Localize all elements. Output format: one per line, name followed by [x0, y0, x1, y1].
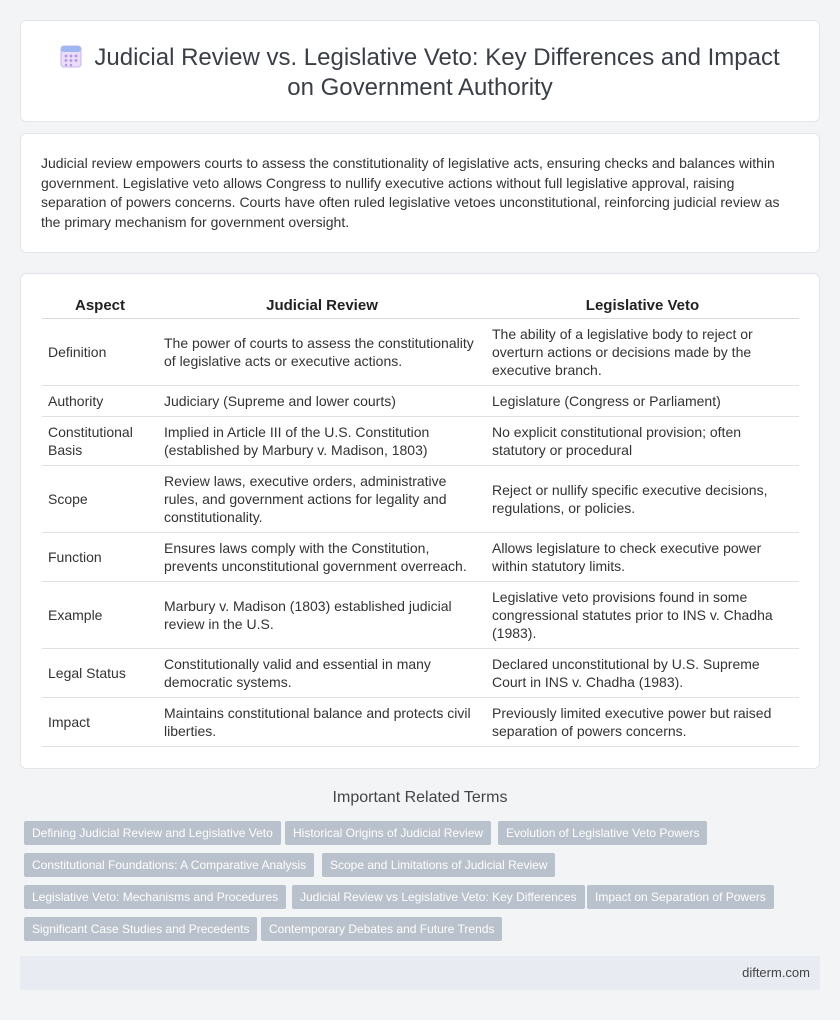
footer-site-link[interactable]: difterm.com [742, 965, 810, 980]
cell-judicial-review: Implied in Article III of the U.S. Constitution (established by Marbury v. Madison, 1803) [158, 417, 486, 466]
related-term-tag[interactable]: Constitutional Foundations: A Comparative Analysis [24, 853, 314, 877]
related-terms-heading: Important Related Terms [332, 789, 508, 806]
header-aspect: Aspect [42, 291, 158, 319]
cell-aspect: Authority [42, 386, 158, 417]
cell-judicial-review: Maintains constitutional balance and protects civil liberties. [158, 698, 486, 747]
cell-judicial-review: Marbury v. Madison (1803) established judicial review in the U.S. [158, 582, 486, 649]
calendar-grid-icon [60, 44, 82, 68]
header-legislative-veto: Legislative Veto [486, 291, 799, 319]
cell-legislative-veto: Legislature (Congress or Parliament) [486, 386, 799, 417]
related-term-tag[interactable]: Defining Judicial Review and Legislative Veto [24, 821, 281, 845]
page-title [21, 43, 819, 103]
cell-aspect: Impact [42, 698, 158, 747]
table-row [42, 649, 799, 698]
cell-aspect: Legal Status [42, 649, 158, 698]
cell-legislative-veto: No explicit constitutional provision; often statutory or procedural [486, 417, 799, 466]
cell-aspect: Constitutional Basis [42, 417, 158, 466]
cell-judicial-review: Review laws, executive orders, administrative rules, and government actions for legality and constitutionality. [158, 466, 486, 533]
related-term-tag[interactable]: Evolution of Legislative Veto Powers [498, 821, 707, 845]
cell-legislative-veto: Reject or nullify specific executive decisions, regulations, or policies. [486, 466, 799, 533]
cell-judicial-review: Constitutionally valid and essential in many democratic systems. [158, 649, 486, 698]
cell-legislative-veto: The ability of a legislative body to reject or overturn actions or decisions made by the executive branch. [486, 319, 799, 386]
cell-judicial-review: Judiciary (Supreme and lower courts) [158, 386, 486, 417]
related-term-tag[interactable]: Legislative Veto: Mechanisms and Procedures [24, 885, 286, 909]
table-row [42, 533, 799, 582]
table-row [42, 698, 799, 747]
title-line-2: on Government Authority [287, 74, 553, 101]
title-line-1: Judicial Review vs. Legislative Veto: Key Differences and Impact [94, 44, 780, 71]
table-row [42, 386, 799, 417]
cell-aspect: Definition [42, 319, 158, 386]
cell-legislative-veto: Declared unconstitutional by U.S. Supreme Court in INS v. Chadha (1983). [486, 649, 799, 698]
table-row [42, 466, 799, 533]
cell-judicial-review: The power of courts to assess the constitutionality of legislative acts or executive actions. [158, 319, 486, 386]
table-row [42, 319, 799, 386]
related-term-tag[interactable]: Impact on Separation of Powers [587, 885, 774, 909]
comparison-table [42, 291, 799, 747]
intro-paragraph: Judicial review empowers courts to assess the constitutionality of legislative acts, ensuring checks and balances within government. Legislative veto allows Congress to nullify executive actions without full legislative approval, raising separation of powers concerns. Courts have often ruled legislative vetoes unconstitutional, reinforcing judicial review as the primary mechanism for government oversight. [41, 155, 780, 230]
table-row [42, 582, 799, 649]
cell-legislative-veto: Allows legislature to check executive power within statutory limits. [486, 533, 799, 582]
related-term-tag[interactable]: Significant Case Studies and Precedents [24, 917, 257, 941]
table-header-row [42, 291, 799, 319]
related-term-tag[interactable]: Historical Origins of Judicial Review [285, 821, 491, 845]
related-term-tag[interactable]: Judicial Review vs Legislative Veto: Key Differences [292, 885, 585, 909]
cell-legislative-veto: Previously limited executive power but raised separation of powers concerns. [486, 698, 799, 747]
comparison-table-card [20, 273, 820, 769]
related-term-tag[interactable]: Scope and Limitations of Judicial Review [322, 853, 555, 877]
table-row [42, 417, 799, 466]
cell-judicial-review: Ensures laws comply with the Constitution, prevents unconstitutional government overreach. [158, 533, 486, 582]
cell-aspect: Scope [42, 466, 158, 533]
footer [20, 956, 820, 990]
cell-aspect: Function [42, 533, 158, 582]
intro-card [20, 133, 820, 253]
cell-legislative-veto: Legislative veto provisions found in some congressional statutes prior to INS v. Chadha (1983). [486, 582, 799, 649]
related-term-tag[interactable]: Contemporary Debates and Future Trends [261, 917, 502, 941]
cell-aspect: Example [42, 582, 158, 649]
title-card [20, 20, 820, 122]
header-judicial-review: Judicial Review [158, 291, 486, 319]
